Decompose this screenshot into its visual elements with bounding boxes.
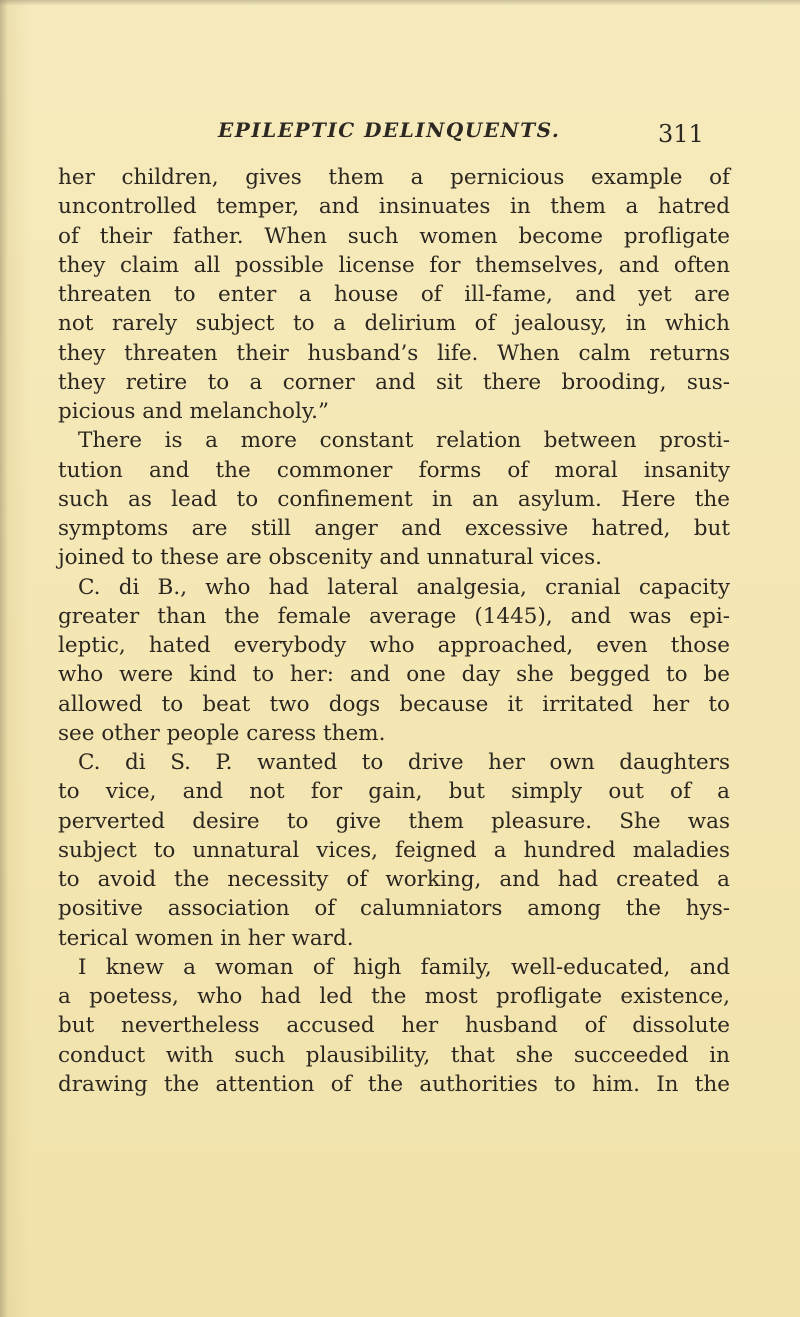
text-line: drawing the attention of the authorities to him. In the xyxy=(58,1071,730,1097)
page-top-shadow xyxy=(0,0,800,6)
text-line: I knew a woman of high family, well-educated, and xyxy=(78,954,730,980)
text-line: positive association of calumniators among the hys- xyxy=(58,896,730,922)
text-line: not rarely subject to a delirium of jealousy, in which xyxy=(58,311,730,337)
text-line: There is a more constant relation between prosti- xyxy=(78,428,730,454)
text-line: they retire to a corner and sit there brooding, sus- xyxy=(58,369,730,395)
text-line: to vice, and not for gain, but simply out of a xyxy=(58,779,730,805)
text-line: picious and melancholy.” xyxy=(58,399,329,424)
text-line: tution and the commoner forms of moral insanity xyxy=(58,457,730,483)
text-line: who were kind to her: and one day she begged to be xyxy=(58,662,730,688)
text-line: joined to these are obscenity and unnatural vices. xyxy=(58,545,602,571)
text-line: to avoid the necessity of working, and had created a xyxy=(58,867,730,892)
text-line: perverted desire to give them pleasure. She was xyxy=(58,808,730,834)
running-head xyxy=(0,118,800,158)
page-number: 311 xyxy=(658,120,704,148)
text-line: allowed to beat two dogs because it irritated her to xyxy=(58,691,730,717)
text-line: C. di S. P. wanted to drive her own daughters xyxy=(78,750,730,775)
text-line: a poetess, who had led the most profligate existence, xyxy=(58,984,730,1009)
running-head-title: EPILEPTIC DELINQUENTS. xyxy=(218,118,561,142)
text-line: of their father. When such women become profligate xyxy=(58,223,730,249)
text-line: they threaten their husband’s life. When calm returns xyxy=(58,340,730,366)
text-line: greater than the female average (1445), and was epi- xyxy=(58,603,730,629)
text-line: leptic, hated everybody who approached, even those xyxy=(58,633,730,658)
text-line: uncontrolled temper, and insinuates in them a hatred xyxy=(58,194,730,220)
text-line: threaten to enter a house of ill-fame, and yet are xyxy=(58,282,730,307)
text-line: conduct with such plausibility, that she succeeded in xyxy=(58,1042,730,1068)
text-line: but nevertheless accused her husband of dissolute xyxy=(58,1013,730,1039)
text-line: symptoms are still anger and excessive hatred, but xyxy=(58,516,730,541)
text-line: her children, gives them a pernicious example of xyxy=(58,165,730,190)
text-line: such as lead to confinement in an asylum. Here the xyxy=(58,486,730,512)
text-line: subject to unnatural vices, feigned a hundred maladies xyxy=(58,837,730,863)
text-line: they claim all possible license for themselves, and often xyxy=(58,252,730,278)
text-line: C. di B., who had lateral analgesia, cranial capacity xyxy=(78,574,730,600)
page-gutter-shadow xyxy=(0,0,8,1317)
body-text xyxy=(58,163,730,1099)
text-line: see other people caress them. xyxy=(58,720,386,746)
text-line: terical women in her ward. xyxy=(58,925,354,951)
